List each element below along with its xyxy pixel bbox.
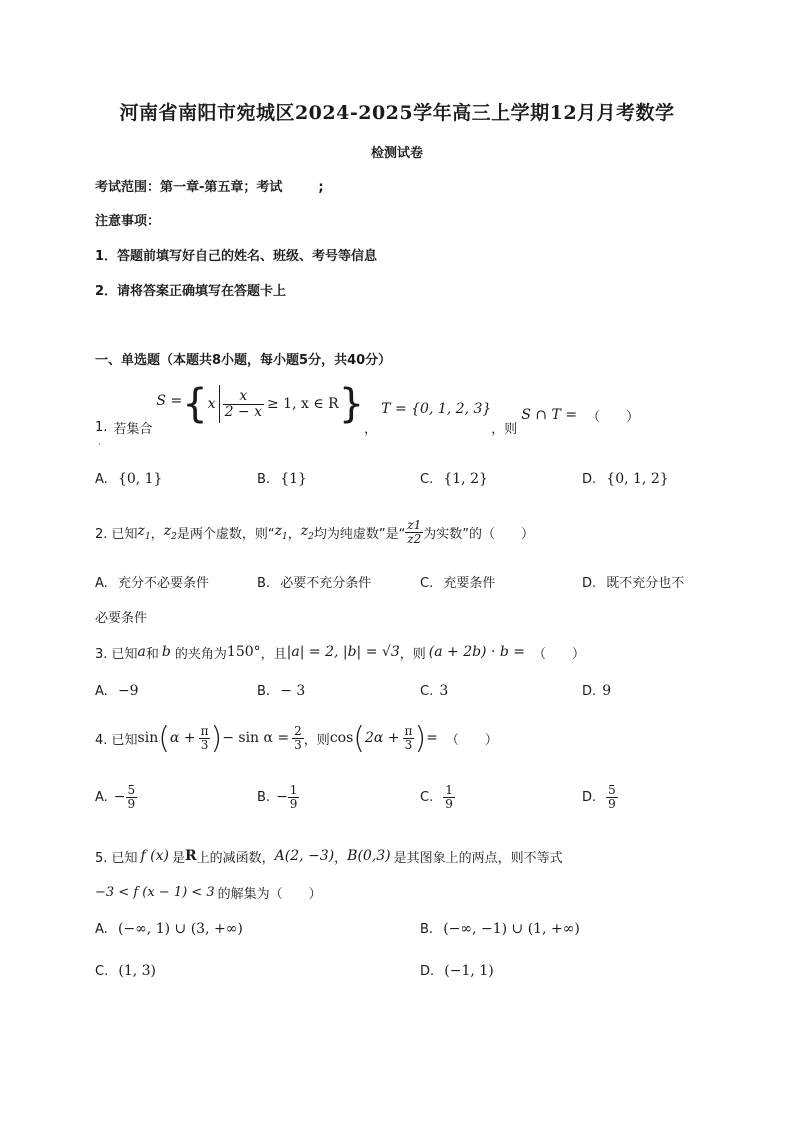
real-numbers: R bbox=[185, 848, 197, 864]
question-1 bbox=[95, 381, 640, 437]
fraction-numerator: 1 bbox=[445, 783, 453, 797]
var-z: z bbox=[300, 522, 309, 539]
option-text: {0, 1, 2} bbox=[606, 471, 669, 487]
question-text: 若集合 bbox=[113, 421, 153, 437]
option-text: {1, 2} bbox=[443, 471, 488, 487]
fraction-denominator: 9 bbox=[608, 796, 616, 811]
answer-blank: （ ） bbox=[445, 732, 498, 748]
fraction-numerator: π bbox=[200, 723, 209, 738]
option-text: {1} bbox=[280, 471, 307, 487]
notes-heading: 注意事项： bbox=[95, 214, 161, 229]
q1-option-d[interactable] bbox=[582, 471, 669, 487]
option-label: C. bbox=[420, 684, 434, 699]
set-fraction bbox=[223, 389, 264, 419]
option-sign: − bbox=[276, 789, 288, 806]
fraction-numerator: 5 bbox=[608, 783, 616, 797]
q3-option-c[interactable] bbox=[420, 683, 448, 699]
separator: ， bbox=[364, 421, 378, 437]
fraction-numerator: 2 bbox=[294, 723, 302, 738]
option-text: (−∞, 1) ∪ (3, +∞) bbox=[117, 921, 243, 937]
set-t: T = {0, 1, 2, 3} bbox=[381, 401, 492, 417]
point-b: B(0,3) bbox=[347, 848, 391, 864]
sin-function: sin bbox=[137, 730, 159, 746]
fraction-denominator: 3 bbox=[199, 738, 211, 752]
q1-option-a[interactable] bbox=[95, 471, 162, 487]
var-z1 bbox=[275, 523, 288, 542]
option-fraction bbox=[288, 784, 300, 810]
question-text: 上的减函数， bbox=[196, 850, 275, 866]
subscript: 1 bbox=[281, 531, 288, 542]
option-label: C. bbox=[420, 472, 434, 487]
question-text: ，且 bbox=[260, 646, 287, 662]
q4-option-a[interactable] bbox=[95, 784, 137, 810]
question-text: 是其图象上的两点，则不等式 bbox=[393, 850, 563, 866]
option-text: 充要条件 bbox=[443, 576, 496, 591]
separator: ， bbox=[334, 850, 348, 866]
q2-option-c[interactable] bbox=[420, 572, 495, 591]
q2-option-b[interactable] bbox=[257, 572, 371, 591]
option-label: D. bbox=[582, 789, 597, 805]
fraction-denominator: 9 bbox=[289, 796, 298, 811]
fraction-numerator: z1 bbox=[407, 517, 422, 532]
fraction-denominator: 9 bbox=[127, 796, 136, 811]
note-1: 1．答题前填写好自己的姓名、班级、考号等信息 bbox=[95, 249, 378, 264]
two-thirds bbox=[292, 725, 304, 751]
question-text: ，则 bbox=[303, 732, 330, 748]
q5-option-c[interactable] bbox=[95, 963, 156, 979]
angle-value: 150° bbox=[226, 644, 261, 660]
vector-magnitudes: |a| = 2, |b| = √3 bbox=[286, 644, 400, 660]
question-text: 5. 已知 bbox=[95, 850, 138, 866]
var-z: z bbox=[274, 522, 282, 539]
option-sign: − bbox=[113, 789, 126, 806]
function-f: f (x) bbox=[140, 848, 169, 864]
question-text: 为实数”的（ ） bbox=[423, 526, 535, 542]
question-4 bbox=[95, 716, 498, 760]
option-label: C. bbox=[95, 964, 109, 979]
question-text: 均为纯虚数”是“ bbox=[313, 526, 406, 542]
pi-over-3 bbox=[403, 725, 415, 751]
option-label: D. bbox=[582, 576, 597, 591]
option-fraction bbox=[606, 784, 618, 810]
var-z2 bbox=[301, 523, 314, 542]
dot-product-expr: (a + 2b) · b = bbox=[428, 644, 526, 660]
vector-b: b bbox=[161, 644, 171, 660]
point-a: A(2, −3) bbox=[274, 848, 335, 864]
vector-a: a bbox=[137, 644, 146, 660]
var-z: z bbox=[163, 522, 172, 539]
question-text: 的解集为（ ） bbox=[217, 886, 322, 902]
option-fraction bbox=[126, 784, 138, 810]
subscript: 2 bbox=[308, 531, 314, 542]
option-label: A. bbox=[95, 789, 108, 805]
q4-option-c[interactable] bbox=[420, 784, 455, 810]
fraction-denominator: z2 bbox=[407, 531, 422, 546]
answer-blank: （ ） bbox=[533, 646, 586, 662]
q3-option-a[interactable] bbox=[95, 683, 139, 699]
q3-option-d[interactable] bbox=[582, 683, 611, 699]
exam-scope-text: 考试范围：第一章-第五章；考试 bbox=[95, 180, 283, 195]
var-z: z bbox=[137, 522, 145, 539]
option-label: C. bbox=[420, 789, 434, 805]
alpha-term: α + bbox=[169, 730, 196, 746]
q4-option-b[interactable] bbox=[257, 784, 299, 810]
fraction-denominator: 3 bbox=[294, 737, 302, 752]
question-2 bbox=[95, 512, 534, 552]
option-text: {0, 1} bbox=[117, 471, 163, 487]
q1-option-b[interactable] bbox=[257, 471, 307, 487]
var-z1 bbox=[138, 523, 151, 542]
option-text: 必要不充分条件 bbox=[280, 576, 372, 591]
equals-sign: = bbox=[426, 730, 438, 746]
fraction-denominator: 2 − x bbox=[224, 403, 262, 420]
question-5 bbox=[95, 845, 563, 867]
set-s-label: S = bbox=[156, 393, 183, 409]
fraction-numerator: 1 bbox=[289, 783, 298, 797]
option-label: B. bbox=[257, 684, 271, 699]
z-ratio bbox=[405, 519, 423, 545]
two-alpha-term: 2α + bbox=[365, 730, 400, 746]
option-label: A. bbox=[95, 576, 108, 591]
q5-option-d[interactable] bbox=[420, 963, 494, 979]
option-label: D. bbox=[420, 964, 435, 979]
question-3 bbox=[95, 640, 585, 664]
left-brace: { bbox=[182, 381, 208, 427]
pi-over-3 bbox=[199, 725, 211, 751]
section-heading: 一、单选题（本题共8小题，每小题5分，共40分） bbox=[95, 353, 392, 368]
question-text: 是 bbox=[172, 850, 186, 866]
option-text: 充分不必要条件 bbox=[117, 576, 209, 591]
option-label: B. bbox=[257, 472, 271, 487]
separator: ， bbox=[150, 526, 164, 542]
option-label: B. bbox=[257, 789, 271, 805]
q2-option-d-continued: 必要条件 bbox=[95, 611, 148, 626]
separator: ， bbox=[287, 526, 301, 542]
option-text: 既不充分也不 bbox=[606, 576, 685, 591]
right-paren: ) bbox=[414, 720, 427, 756]
option-label: D. bbox=[582, 684, 597, 699]
exam-subtitle: 检测试卷 bbox=[370, 146, 423, 161]
option-label: D. bbox=[582, 472, 597, 487]
q2-option-d[interactable] bbox=[582, 572, 684, 591]
var-z2 bbox=[164, 523, 177, 542]
option-label: A. bbox=[95, 684, 108, 699]
set-var: x bbox=[207, 396, 216, 412]
left-paren: ( bbox=[158, 720, 170, 756]
fraction-numerator: 5 bbox=[127, 783, 136, 797]
right-paren: ) bbox=[210, 720, 223, 756]
option-text: (−1, 1) bbox=[444, 963, 494, 979]
right-brace: } bbox=[338, 381, 365, 427]
fraction-numerator: x bbox=[239, 387, 248, 404]
option-label: A. bbox=[95, 472, 108, 487]
question-text: 是两个虚数，则“ bbox=[176, 526, 275, 542]
option-text: −9 bbox=[117, 683, 139, 699]
option-text: (1, 3) bbox=[118, 963, 156, 979]
q4-option-d[interactable] bbox=[582, 784, 618, 810]
option-fraction bbox=[443, 784, 455, 810]
question-text: 的夹角为 bbox=[174, 646, 227, 662]
q1-option-c[interactable] bbox=[420, 471, 488, 487]
minus-sin-term: − sin α = bbox=[222, 730, 290, 746]
q3-option-b[interactable] bbox=[257, 683, 305, 699]
option-label: C. bbox=[420, 576, 434, 591]
question-text: 4. 已知 bbox=[95, 732, 138, 748]
question-text: 和 bbox=[145, 646, 159, 662]
inequality: −3 < f (x − 1) < 3 bbox=[95, 884, 215, 900]
option-text: − 3 bbox=[280, 683, 306, 699]
option-label: A. bbox=[95, 922, 108, 937]
question-text: ，则 bbox=[491, 421, 518, 437]
stray-dot: · bbox=[98, 440, 101, 450]
question-5-continued bbox=[95, 881, 322, 903]
exam-title: 河南省南阳市宛城区2024-2025学年高三上学期12月月考数学 bbox=[119, 102, 675, 124]
fraction-denominator: 9 bbox=[445, 796, 453, 811]
option-label: B. bbox=[420, 922, 434, 937]
question-text: ，则 bbox=[399, 646, 426, 662]
option-text: 9 bbox=[602, 683, 612, 699]
exam-scope-tail: ; bbox=[318, 180, 324, 195]
cos-function: cos bbox=[329, 730, 354, 746]
left-paren: ( bbox=[353, 720, 365, 756]
subscript: 1 bbox=[144, 531, 151, 542]
answer-blank: （ ） bbox=[587, 409, 640, 425]
question-text: 3. 已知 bbox=[95, 646, 138, 662]
fraction-denominator: 3 bbox=[403, 738, 415, 752]
option-text: 3 bbox=[439, 683, 449, 699]
set-condition: ≥ 1, x ∈ R bbox=[267, 396, 339, 412]
question-number: 1. bbox=[95, 419, 108, 435]
q5-option-a[interactable] bbox=[95, 921, 243, 937]
q2-option-a[interactable] bbox=[95, 572, 209, 591]
q5-option-b[interactable] bbox=[420, 921, 580, 937]
intersection-expr: S ∩ T = bbox=[521, 407, 578, 423]
question-text: 2. 已知 bbox=[95, 526, 138, 542]
fraction-numerator: π bbox=[404, 723, 413, 738]
note-2: 2．请将答案正确填写在答题卡上 bbox=[95, 284, 287, 299]
exam-scope bbox=[95, 176, 324, 195]
set-bar bbox=[219, 385, 220, 423]
option-text: (−∞, −1) ∪ (1, +∞) bbox=[443, 921, 580, 937]
subscript: 2 bbox=[171, 531, 177, 542]
option-label: B. bbox=[257, 576, 271, 591]
